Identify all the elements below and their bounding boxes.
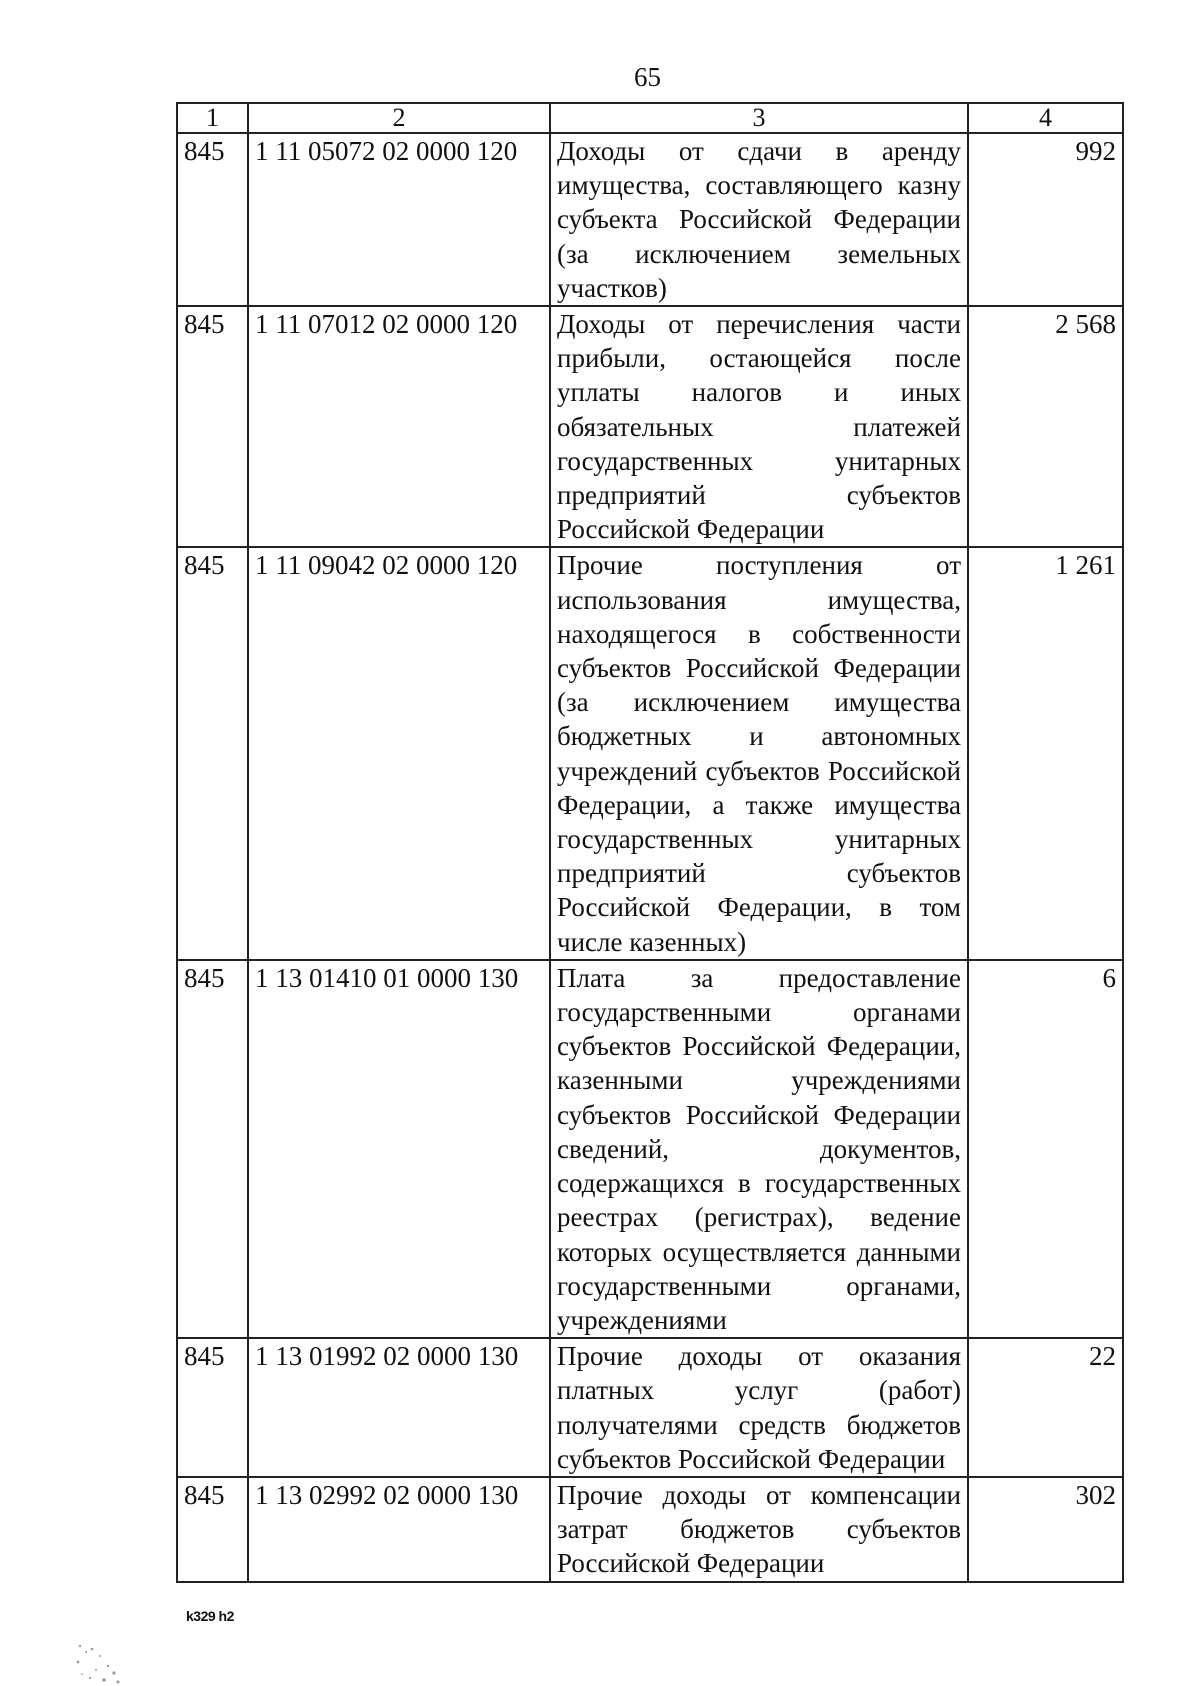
budget-classification-code-cell: 1 11 09042 02 0000 120	[248, 547, 550, 959]
amount-cell: 2 568	[968, 306, 1123, 547]
column-header-2: 2	[248, 103, 550, 133]
budget-classification-code-cell: 1 11 07012 02 0000 120	[248, 306, 550, 547]
amount-cell: 22	[968, 1338, 1123, 1477]
table-row	[177, 547, 1123, 959]
table-row	[177, 960, 1123, 1338]
revenue-description-cell: Доходы от сдачи в аренду имущества, составляющего казну субъекта Российской Федерации (за исключением земельных участков)	[550, 133, 968, 306]
budget-classification-code-cell: 1 13 02992 02 0000 130	[248, 1477, 550, 1582]
revenue-description-cell: Прочие поступления от использования имущества, находящегося в собственности субъектов Российской Федерации (за исключением имущества бюджетных и автономных учреждений субъектов Российской Федерации, а также имущества государственных унитарных предприятий субъектов Российской Федерации, в том числе казенных)	[550, 547, 968, 959]
table-header-row	[177, 103, 1123, 133]
amount-cell: 992	[968, 133, 1123, 306]
revenue-description-cell: Прочие доходы от оказания платных услуг (работ) получателями средств бюджетов субъектов Российской Федерации	[550, 1338, 968, 1477]
revenue-description-cell: Плата за предоставление государственными органами субъектов Российской Федерации, казенными учреждениями субъектов Российской Федерации сведений, документов, содержащихся в государственных реестрах (регистрах), ведение которых осуществляется данными государственными органами, учреждениями	[550, 960, 968, 1338]
revenue-description-cell: Прочие доходы от компенсации затрат бюджетов субъектов Российской Федерации	[550, 1477, 968, 1582]
admin-code-cell: 845	[177, 960, 248, 1338]
amount-cell: 302	[968, 1477, 1123, 1582]
table-row	[177, 306, 1123, 547]
admin-code-cell: 845	[177, 1477, 248, 1582]
budget-classification-code-cell: 1 13 01410 01 0000 130	[248, 960, 550, 1338]
admin-code-cell: 845	[177, 547, 248, 959]
column-header-1: 1	[177, 103, 248, 133]
budget-classification-code-cell: 1 11 05072 02 0000 120	[248, 133, 550, 306]
revenue-description-cell: Доходы от перечисления части прибыли, остающейся после уплаты налогов и иных обязательных платежей государственных унитарных предприятий субъектов Российской Федерации	[550, 306, 968, 547]
revenue-table	[176, 102, 1124, 1583]
admin-code-cell: 845	[177, 1338, 248, 1477]
document-footer-code: k329 h2	[186, 1608, 234, 1624]
table-row	[177, 1338, 1123, 1477]
table-row	[177, 1477, 1123, 1582]
amount-cell: 1 261	[968, 547, 1123, 959]
budget-classification-code-cell: 1 13 01992 02 0000 130	[248, 1338, 550, 1477]
amount-cell: 6	[968, 960, 1123, 1338]
admin-code-cell: 845	[177, 306, 248, 547]
admin-code-cell: 845	[177, 133, 248, 306]
page-number: 65	[634, 62, 661, 92]
scan-noise-mark	[20, 1640, 130, 1686]
column-header-3: 3	[550, 103, 968, 133]
column-header-4: 4	[968, 103, 1123, 133]
table-row	[177, 133, 1123, 306]
